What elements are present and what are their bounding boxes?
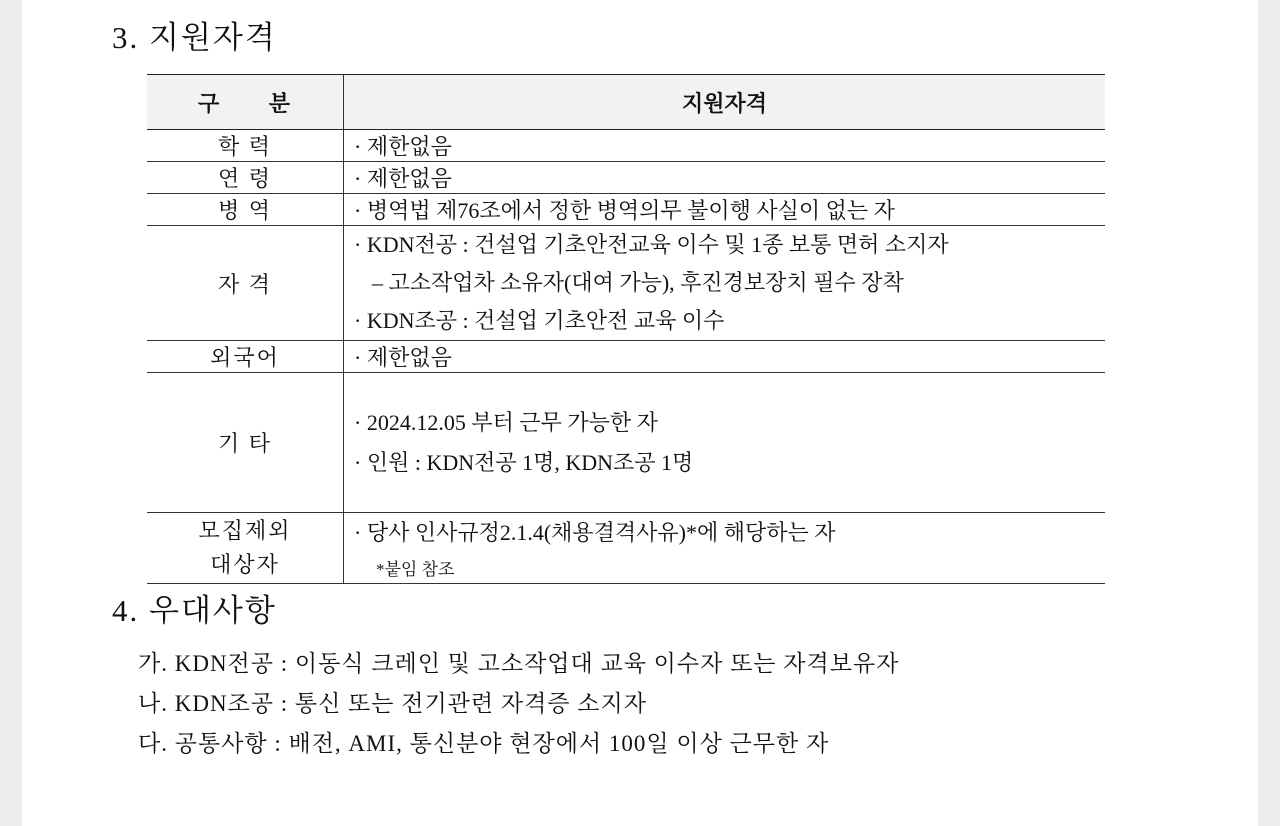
row-line: · KDN전공 : 건설업 기초안전교육 이수 및 1종 보통 면허 소지자 — [354, 232, 949, 257]
table-row-military — [147, 194, 1105, 226]
row-value — [344, 130, 1106, 162]
row-line: · KDN조공 : 건설업 기초안전 교육 이수 — [354, 308, 725, 333]
preference-item: 나. KDN조공 : 통신 또는 전기관련 자격증 소지자 — [138, 691, 647, 716]
table-row-age — [147, 162, 1105, 194]
row-line: – 고소작업차 소유자(대여 가능), 후진경보장치 필수 장착 — [372, 270, 904, 295]
row-value — [344, 513, 1106, 584]
row-line: · 제한없음 — [354, 134, 452, 159]
row-line: · 인원 : KDN전공 1명, KDN조공 1명 — [354, 449, 694, 475]
row-value — [344, 373, 1106, 513]
table-row-etc — [147, 373, 1105, 513]
preference-item: 가. KDN전공 : 이동식 크레인 및 고소작업대 교육 이수자 또는 자격보유자 — [138, 651, 900, 676]
row-category: 연 령 — [147, 162, 344, 194]
table-row-language — [147, 341, 1105, 373]
preference-item: 다. 공통사항 : 배전, AMI, 통신분야 현장에서 100일 이상 근무한 자 — [138, 731, 830, 756]
row-category-line: 모집제외 — [198, 518, 292, 543]
row-category: 병 역 — [147, 194, 344, 226]
row-value — [344, 341, 1106, 373]
section-3-title: 3. 지원자격 — [112, 20, 277, 55]
row-category — [147, 513, 344, 584]
table-row-excluded — [147, 513, 1105, 584]
row-category: 자 격 — [147, 226, 344, 341]
row-line: · 제한없음 — [354, 345, 452, 370]
row-value — [344, 162, 1106, 194]
row-category: 외국어 — [147, 341, 344, 373]
row-category-line: 대상자 — [210, 552, 280, 577]
row-category: 학 력 — [147, 130, 344, 162]
row-line: · 당사 인사규정2.1.4(채용결격사유)*에 해당하는 자 — [354, 520, 836, 545]
table-row-education — [147, 130, 1105, 162]
document-page — [22, 0, 1258, 826]
row-line: · 2024.12.05 부터 근무 가능한 자 — [354, 409, 658, 435]
header-content: 지원자격 — [344, 75, 1106, 130]
row-note: *붙임 참조 — [376, 560, 455, 579]
row-value — [344, 226, 1106, 341]
section-4-title: 4. 우대사항 — [112, 593, 277, 628]
row-line: · 제한없음 — [354, 166, 452, 191]
header-category: 구 분 — [147, 75, 344, 130]
table-row-qualification — [147, 226, 1105, 341]
row-line: · 병역법 제76조에서 정한 병역의무 불이행 사실이 없는 자 — [354, 198, 895, 223]
row-value — [344, 194, 1106, 226]
table-header-row — [147, 75, 1105, 130]
qualification-table — [147, 74, 1105, 584]
row-category: 기 타 — [147, 373, 344, 513]
